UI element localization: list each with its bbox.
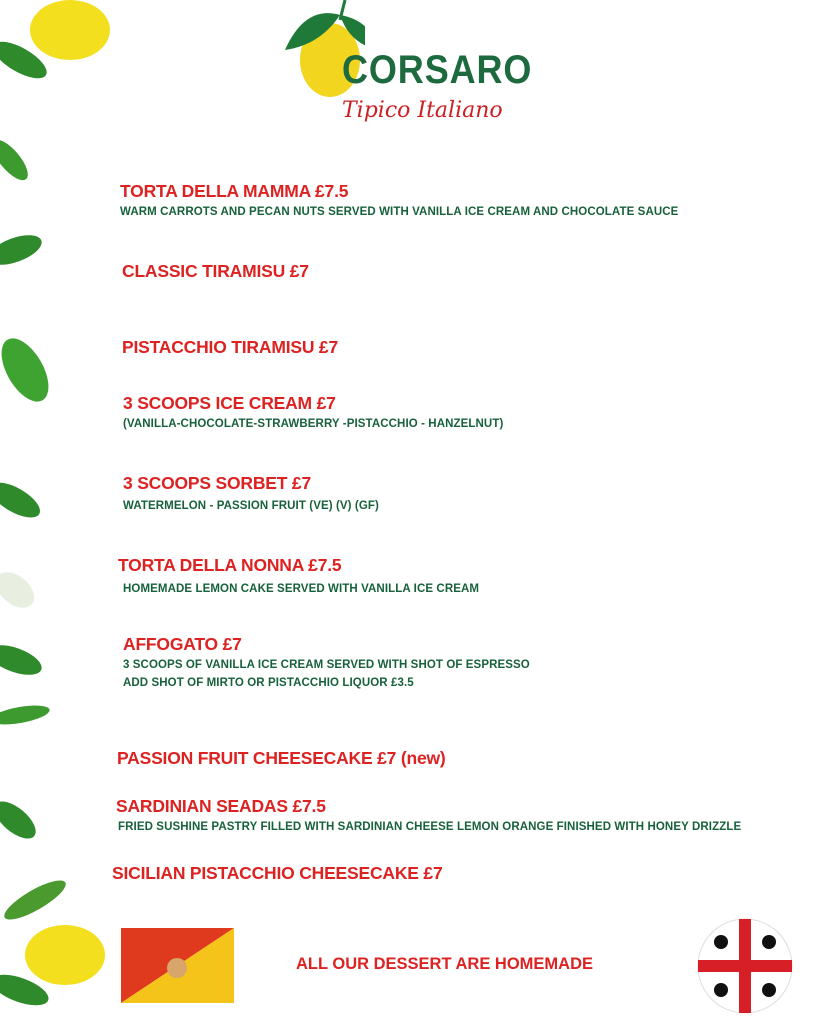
item-description: HOMEMADE LEMON CAKE SERVED WITH VANILLA ICE CREAM [123,583,480,595]
item-description: ADD SHOT OF MIRTO OR PISTACCHIO LIQUOR £3.5 [123,677,414,689]
footer-note: ALL OUR DESSERT ARE HOMEMADE [296,955,594,973]
sardinian-flag-icon [697,918,793,1014]
item-title: TORTA DELLA NONNA £7.5 [118,555,342,575]
item-title: AFFOGATO £7 [123,634,242,654]
brand-name: CORSARO [342,48,533,92]
sicilian-flag-icon [121,928,234,1003]
item-description: FRIED SUSHINE PASTRY FILLED WITH SARDINIAN CHEESE LEMON ORANGE FINISHED WITH HONEY DRIZZLE [118,821,742,833]
brand-tagline: Tipico Italiano [342,98,503,123]
item-description: WATERMELON - PASSION FRUIT (VE) (V) (GF) [123,500,379,512]
item-description: (VANILLA-CHOCOLATE-STRAWBERRY -PISTACCHIO - HANZELNUT) [123,418,504,430]
item-title: 3 SCOOPS ICE CREAM £7 [123,393,336,413]
item-description: WARM CARROTS AND PECAN NUTS SERVED WITH VANILLA ICE CREAM AND CHOCOLATE SAUCE [120,206,679,218]
item-title: PASSION FRUIT CHEESECAKE £7 (new) [117,748,446,768]
item-title: SICILIAN PISTACCHIO CHEESECAKE £7 [112,863,443,883]
item-title: SARDINIAN SEADAS £7.5 [116,796,326,816]
item-title: CLASSIC TIRAMISU £7 [122,261,309,281]
item-title: TORTA DELLA MAMMA £7.5 [120,181,349,201]
item-title: PISTACCHIO TIRAMISU £7 [122,337,338,357]
item-description: 3 SCOOPS OF VANILLA ICE CREAM SERVED WITH SHOT OF ESPRESSO [123,659,530,671]
item-title: 3 SCOOPS SORBET £7 [123,473,311,493]
lemon-leaves-decoration [0,0,120,1024]
